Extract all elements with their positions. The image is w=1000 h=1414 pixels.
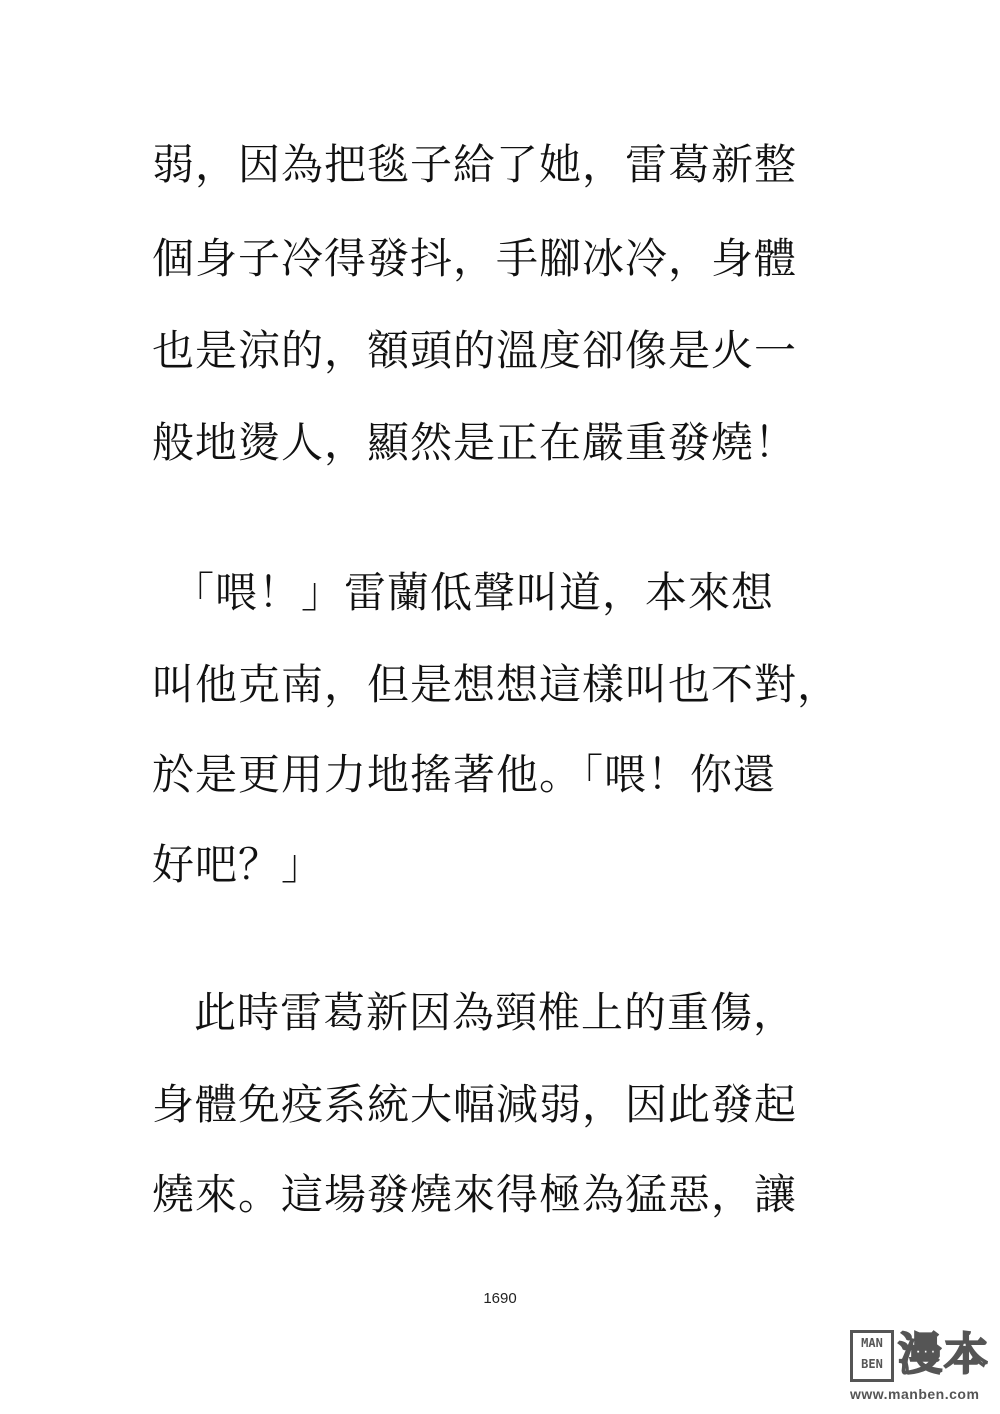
text-line: 身體免疫系統大幅減弱，因此發起 [152, 1080, 798, 1129]
watermark-logo-top: MAN [861, 1336, 883, 1350]
text-line: 弱，因為把毯子給了她，雷葛新整 [152, 140, 798, 189]
text-line: 般地燙人，顯然是正在嚴重發燒！ [152, 418, 798, 467]
text-line: 此時雷葛新因為頸椎上的重傷， [194, 988, 797, 1037]
text-line: 「喂！」雷蘭低聲叫道，本來想 [172, 568, 775, 617]
text-line: 於是更用力地搖著他。「喂！你還 [152, 750, 777, 799]
watermark-logo-icon [850, 1330, 894, 1382]
text-line: 燒來。這場發燒來得極為猛惡，讓 [152, 1170, 798, 1219]
watermark-logo-bottom: BEN [861, 1357, 883, 1371]
text-line: 叫他克南，但是想想這樣叫也不對， [152, 660, 841, 709]
text-line: 也是涼的，額頭的溫度卻像是火一 [152, 326, 798, 375]
watermark-brand: 漫本 [898, 1329, 990, 1380]
text-line: 好吧？」 [152, 840, 325, 889]
text-line: 個身子冷得發抖，手腳冰冷，身體 [152, 234, 798, 283]
page-number: 1690 [483, 1290, 517, 1307]
watermark-url: www.manben.com [850, 1386, 980, 1402]
site-watermark [850, 1330, 990, 1406]
